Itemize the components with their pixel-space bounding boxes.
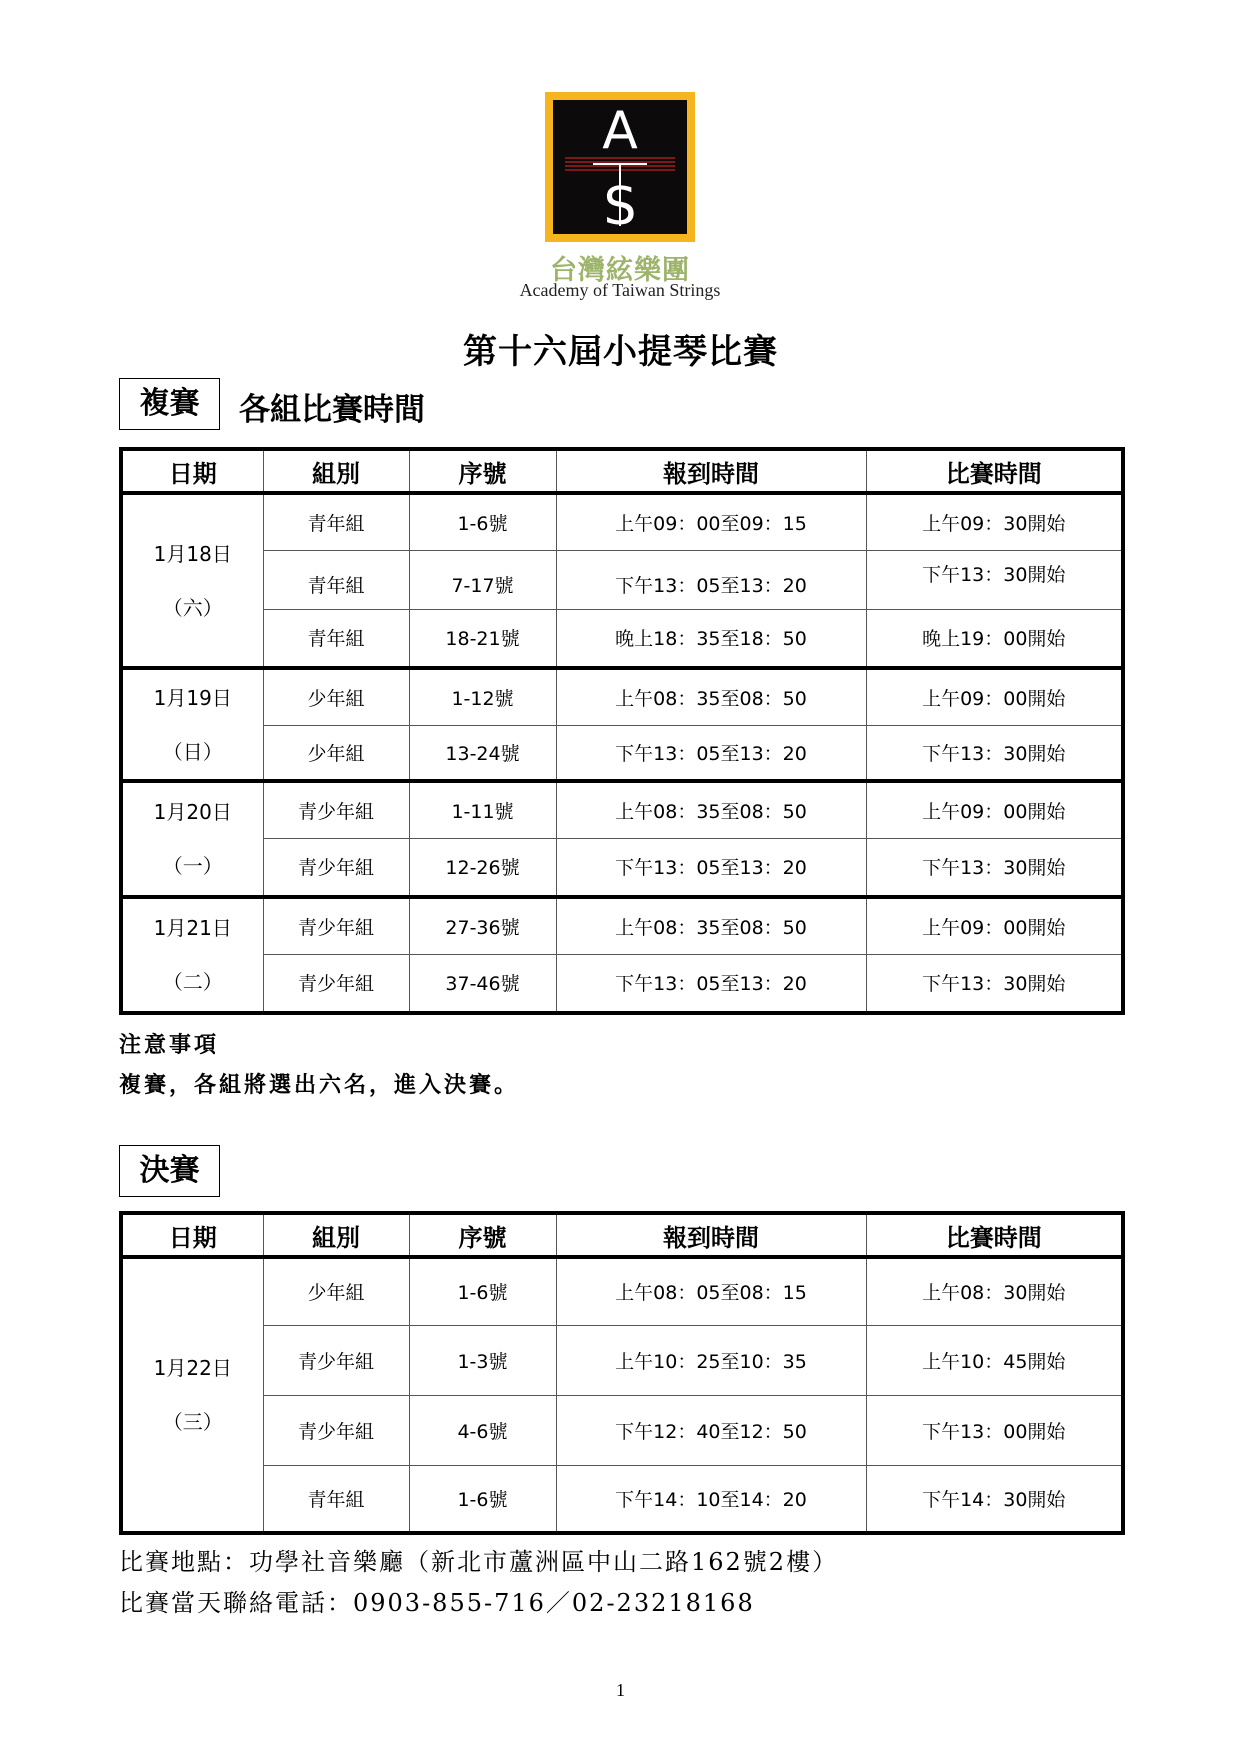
weekday-label: （六） xyxy=(162,595,223,620)
checkin-cell: 下午13：05至13：20 xyxy=(556,550,866,609)
date-cell xyxy=(121,897,263,1013)
logo xyxy=(519,92,721,300)
semifinal-subtitle: 各組比賽時間 xyxy=(239,392,425,428)
start-cell: 上午09：30開始 xyxy=(866,493,1123,550)
start-cell: 上午10：45開始 xyxy=(866,1325,1123,1395)
start-cell: 下午13：30開始 xyxy=(866,725,1123,781)
semifinal-tag: 複賽 xyxy=(119,378,220,430)
page-number: 1 xyxy=(616,1680,625,1700)
group-cell: 少年組 xyxy=(263,725,409,781)
logo-frame xyxy=(545,92,695,242)
header-number: 序號 xyxy=(409,449,556,493)
logo-name-en: Academy of Taiwan Strings xyxy=(519,280,721,300)
date-cell xyxy=(121,781,263,897)
start-cell: 上午08：30開始 xyxy=(866,1257,1123,1325)
date-cell xyxy=(121,668,263,781)
number-cell: 18-21號 xyxy=(409,609,556,668)
group-cell: 青少年組 xyxy=(263,1325,409,1395)
weekday-label: （日） xyxy=(162,739,223,764)
table-row xyxy=(121,493,1123,550)
table-row xyxy=(121,1395,1123,1465)
checkin-cell: 上午09：00至09：15 xyxy=(556,493,866,550)
semifinal-table xyxy=(119,447,1125,1015)
checkin-cell: 上午08：35至08：50 xyxy=(556,781,866,838)
group-cell: 青少年組 xyxy=(263,1395,409,1465)
checkin-cell: 下午13：05至13：20 xyxy=(556,838,866,897)
group-cell: 青少年組 xyxy=(263,954,409,1013)
number-cell: 1-6號 xyxy=(409,1465,556,1533)
start-cell: 晚上19：00開始 xyxy=(866,609,1123,668)
checkin-cell: 晚上18：35至18：50 xyxy=(556,609,866,668)
number-cell: 13-24號 xyxy=(409,725,556,781)
checkin-cell: 上午08：35至08：50 xyxy=(556,668,866,725)
table-header-row xyxy=(121,1213,1123,1257)
start-cell: 上午09：00開始 xyxy=(866,781,1123,838)
logo-letter-a: A xyxy=(602,101,638,161)
header-date: 日期 xyxy=(121,449,263,493)
start-cell: 下午14：30開始 xyxy=(866,1465,1123,1533)
group-cell: 青年組 xyxy=(263,493,409,550)
number-cell: 12-26號 xyxy=(409,838,556,897)
checkin-cell: 下午13：05至13：20 xyxy=(556,954,866,1013)
start-cell: 上午09：00開始 xyxy=(866,668,1123,725)
table-row xyxy=(121,550,1123,609)
header-start: 比賽時間 xyxy=(866,1213,1123,1257)
date-label: 1月21日 xyxy=(153,916,232,940)
group-cell: 青少年組 xyxy=(263,838,409,897)
number-cell: 1-6號 xyxy=(409,493,556,550)
table-row xyxy=(121,954,1123,1013)
note-text: 複賽，各組將選出六名，進入決賽。 xyxy=(119,1072,520,1098)
date-label: 1月18日 xyxy=(153,541,232,566)
contact-phone: 比賽當天聯絡電話：0903-855-716／02-23218168 xyxy=(119,1589,755,1617)
note-title: 注意事項 xyxy=(119,1032,220,1058)
table-row xyxy=(121,897,1123,954)
start-cell: 下午13：30開始 xyxy=(866,550,1123,609)
final-table xyxy=(119,1211,1125,1535)
start-cell: 下午13：30開始 xyxy=(866,954,1123,1013)
checkin-cell: 上午08：35至08：50 xyxy=(556,897,866,954)
logo-letter-s: S xyxy=(603,177,637,234)
table-row xyxy=(121,838,1123,897)
header-number: 序號 xyxy=(409,1213,556,1257)
table-row xyxy=(121,1325,1123,1395)
start-cell: 下午13：00開始 xyxy=(866,1395,1123,1465)
logo-name-zh: 台灣絃樂團 xyxy=(550,255,690,286)
number-cell: 37-46號 xyxy=(409,954,556,1013)
number-cell: 1-11號 xyxy=(409,781,556,838)
table-row xyxy=(121,609,1123,668)
date-label: 1月19日 xyxy=(153,685,232,710)
number-cell: 4-6號 xyxy=(409,1395,556,1465)
checkin-cell: 上午10：25至10：35 xyxy=(556,1325,866,1395)
table-row xyxy=(121,668,1123,725)
table-row xyxy=(121,1257,1123,1325)
group-cell: 少年組 xyxy=(263,1257,409,1325)
header-group: 組別 xyxy=(263,449,409,493)
number-cell: 1-6號 xyxy=(409,1257,556,1325)
table-row xyxy=(121,781,1123,838)
date-label: 1月20日 xyxy=(153,800,232,824)
number-cell: 7-17號 xyxy=(409,550,556,609)
group-cell: 青少年組 xyxy=(263,781,409,838)
venue-info: 比賽地點：功學社音樂廳（新北市蘆洲區中山二路162號2樓） xyxy=(119,1548,839,1576)
start-cell: 上午09：00開始 xyxy=(866,897,1123,954)
weekday-label: （三） xyxy=(162,1410,223,1434)
header-checkin: 報到時間 xyxy=(556,1213,866,1257)
number-cell: 1-12號 xyxy=(409,668,556,725)
date-cell xyxy=(121,1257,263,1533)
start-cell: 下午13：30開始 xyxy=(866,838,1123,897)
table-row xyxy=(121,725,1123,781)
group-cell: 青年組 xyxy=(263,609,409,668)
table-row xyxy=(121,1465,1123,1533)
group-cell: 青年組 xyxy=(263,550,409,609)
logo-emblem xyxy=(553,100,687,234)
checkin-cell: 上午08：05至08：15 xyxy=(556,1257,866,1325)
table-header-row xyxy=(121,449,1123,493)
number-cell: 27-36號 xyxy=(409,897,556,954)
checkin-cell: 下午13：05至13：20 xyxy=(556,725,866,781)
document-title: 第十六屆小提琴比賽 xyxy=(463,332,778,372)
weekday-label: （一） xyxy=(162,854,223,878)
group-cell: 少年組 xyxy=(263,668,409,725)
header-date: 日期 xyxy=(121,1213,263,1257)
header-checkin: 報到時間 xyxy=(556,449,866,493)
checkin-cell: 下午12：40至12：50 xyxy=(556,1395,866,1465)
weekday-label: （二） xyxy=(162,970,223,994)
checkin-cell: 下午14：10至14：20 xyxy=(556,1465,866,1533)
final-tag: 決賽 xyxy=(119,1145,220,1197)
group-cell: 青年組 xyxy=(263,1465,409,1533)
header-start: 比賽時間 xyxy=(866,449,1123,493)
date-cell xyxy=(121,493,263,668)
header-group: 組別 xyxy=(263,1213,409,1257)
group-cell: 青少年組 xyxy=(263,897,409,954)
date-label: 1月22日 xyxy=(153,1356,232,1380)
number-cell: 1-3號 xyxy=(409,1325,556,1395)
